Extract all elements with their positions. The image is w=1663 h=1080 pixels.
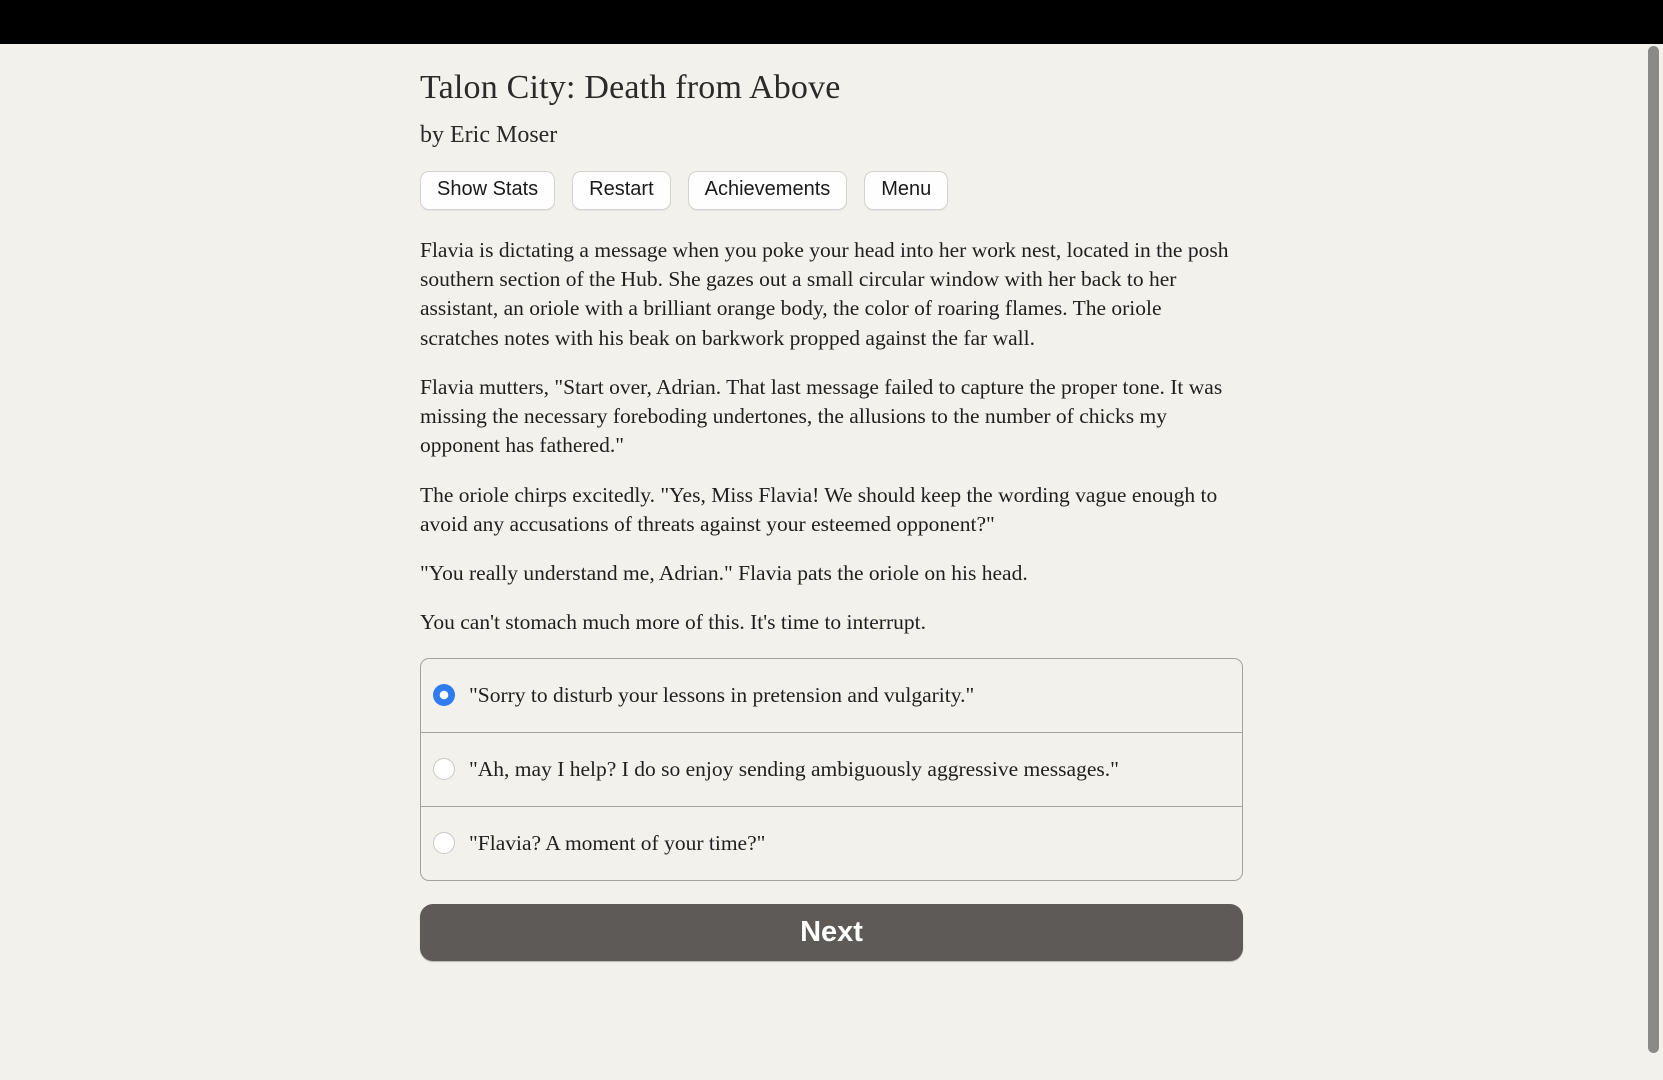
story-paragraph-2: Flavia mutters, "Start over, Adrian. That last message failed to capture the proper tone. It was missing the necessary foreboding undertones, the allusions to the number of chicks my opponent has fathered."	[420, 374, 1223, 458]
game-title: Talon City: Death from Above	[420, 69, 841, 106]
story-paragraph-1: Flavia is dictating a message when you poke your head into her work nest, located in the posh southern section of the Hub. She gazes out a small circular window with her back to her assistant, an oriole with a brilliant orange body, the color of roaring flames. The oriole scratches notes with his beak on barkwork propped against the far wall.	[420, 238, 1229, 350]
story-paragraph-4: "You really understand me, Adrian." Flavia pats the oriole on his head.	[420, 561, 1028, 586]
next-button[interactable]: Next	[420, 904, 1243, 961]
author-byline: by Eric Moser	[420, 122, 558, 148]
choice-option-2[interactable]	[421, 732, 1242, 806]
choice-radio-1[interactable]	[433, 684, 455, 706]
choice-option-3-label: "Flavia? A moment of your time?"	[469, 830, 766, 855]
story-text	[420, 236, 1243, 638]
story-paragraph-3: The oriole chirps excitedly. "Yes, Miss Flavia! We should keep the wording vague enough to avoid any accusations of threats against your esteemed opponent?"	[420, 482, 1218, 536]
choice-group	[420, 658, 1243, 881]
choice-option-1-label: "Sorry to disturb your lessons in pretension and vulgarity."	[469, 682, 975, 707]
choice-option-3[interactable]	[421, 806, 1242, 880]
story-page	[420, 44, 1243, 961]
story-paragraph-5: You can't stomach much more of this. It's time to interrupt.	[420, 610, 926, 635]
toolbar	[420, 171, 1243, 210]
achievements-button[interactable]: Achievements	[688, 171, 848, 210]
choice-radio-2[interactable]	[433, 758, 455, 780]
restart-button[interactable]: Restart	[572, 171, 670, 210]
menu-button[interactable]: Menu	[864, 171, 948, 210]
choice-option-1[interactable]	[421, 659, 1242, 732]
top-black-bar	[0, 0, 1663, 44]
choice-radio-3[interactable]	[433, 832, 455, 854]
show-stats-button[interactable]: Show Stats	[420, 171, 555, 210]
choice-option-2-label: "Ah, may I help? I do so enjoy sending ambiguously aggressive messages."	[469, 756, 1119, 781]
scrollbar-thumb[interactable]	[1648, 46, 1659, 1053]
